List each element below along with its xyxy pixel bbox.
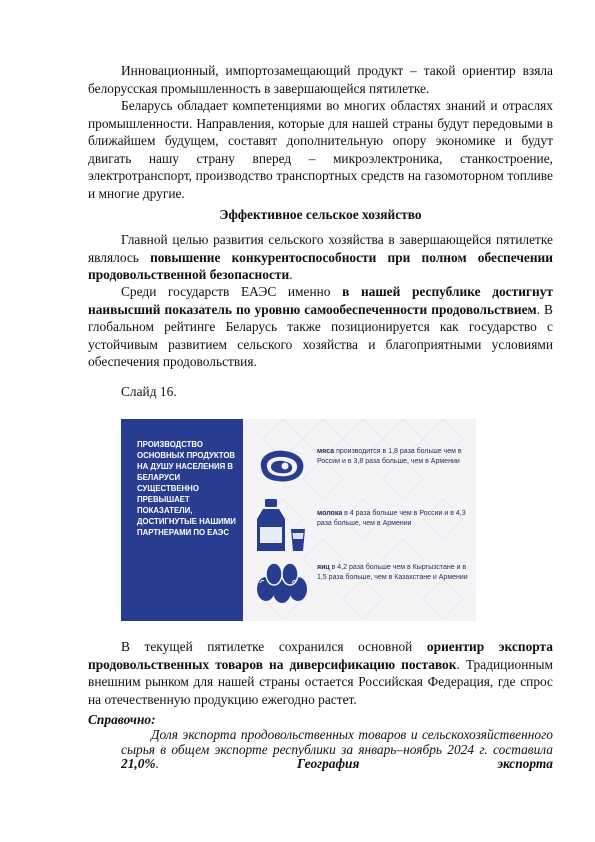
stat-keyword: мяса: [317, 448, 335, 455]
reference-text: [121, 728, 553, 772]
reference-body: .: [155, 756, 297, 772]
milk-icon: [255, 499, 307, 551]
meat-icon: [255, 447, 307, 487]
paragraph-innovation: [88, 62, 553, 97]
stat-text-eggs: [317, 563, 472, 582]
reference-body: Доля экспорта продовольственных товаров и сельскохозяйственного сырья в общем экспорте республики за январь–ноябрь 2024 г. составила: [121, 727, 553, 757]
paragraph-text: Главной целью развития сельского хозяйства в завершающейся пятилетке являлось: [88, 232, 553, 265]
paragraph-text: Среди государств ЕАЭС именно: [121, 284, 343, 299]
slide-headline: ПРОИЗВОДСТВО ОСНОВНЫХ ПРОДУКТОВ НА ДУШУ НАСЕЛЕНИЯ В БЕЛАРУСИ СУЩЕСТВЕННО ПРЕВЫШАЕТ ПОКАЗАТЕЛИ, ДОСТИГНУТЫЕ НАШИМИ ПАРТНЕРАМИ ПО ЕАЭС: [137, 440, 236, 537]
stat-description: производится в 1,8 раза больше чем в России и в 3,8 раза больше, чем в Армении: [317, 448, 462, 465]
emphasis-text: в нашей республике достигнут наивысший показатель по уровню самообеспеченности продовольствием: [88, 284, 553, 317]
stat-description: в 4,2 раза больше чем в Кыргызстане и в 1,5 раза больше, чем в Казахстане и Армении: [317, 564, 468, 581]
emphasis-text: повышение конкурентоспособности при полном обеспечении продовольственной безопасности: [88, 249, 553, 283]
emphasis-text: ориентир экспорта продовольственных товаров на диверсификацию поставок: [88, 639, 553, 672]
stat-text-meat: [317, 447, 472, 466]
paragraph-text: Инновационный, импортозамещающий продукт – такой ориентир взяла белорусская промышленность в завершающейся пятилетке.: [88, 63, 553, 96]
paragraph-text: . В глобальном рейтинге Беларусь также позиционируется как государство с устойчивым развитием сельского хозяйства и благоприятными условиями обеспечения продовольствия.: [88, 301, 553, 370]
paragraph-text: В текущей пятилетке сохранился основной: [121, 639, 427, 654]
paragraph-text: . Традиционным внешним рынком для нашей страны остается Российская Федерация, где спрос на отечественную продукцию ежегодно растет.: [88, 656, 553, 707]
paragraph-main-goal: [88, 231, 553, 284]
stat-text-milk: [317, 509, 472, 528]
paragraph-text: .: [289, 267, 293, 283]
reference-value: 21,0%: [121, 756, 156, 772]
paragraph-text: Беларусь обладает компетенциями во многих областях знаний и отраслях промышленности. Направления, которые для нашей страны будут передовыми в ближайшем будущем, составят дополнительную опору экономике и будут двигать нашу страну вперед – микроэлектроника, станкостроение, электротранспорт, производство транспортных средств на газомоторном топливе и многие другие.: [88, 98, 553, 201]
reference-title: Справочно:: [88, 712, 156, 727]
paragraph-export: [88, 638, 553, 708]
paragraph-competencies: [88, 97, 553, 203]
stat-description: в 4 раза больше чем в России и в 4,3 раза больше, чем в Армении: [317, 510, 466, 527]
stat-keyword: молока: [317, 510, 343, 517]
eggs-icon: [255, 561, 311, 605]
slide-infographic: [121, 419, 476, 621]
paragraph-eaeu: [88, 283, 553, 371]
stat-keyword: яиц: [317, 564, 330, 571]
slide-label: Слайд 16.: [121, 384, 177, 399]
slide-blue-panel: [121, 419, 243, 621]
reference-emphasis: География экспорта: [296, 756, 553, 772]
section-heading: Эффективное сельское хозяйство: [219, 207, 422, 222]
